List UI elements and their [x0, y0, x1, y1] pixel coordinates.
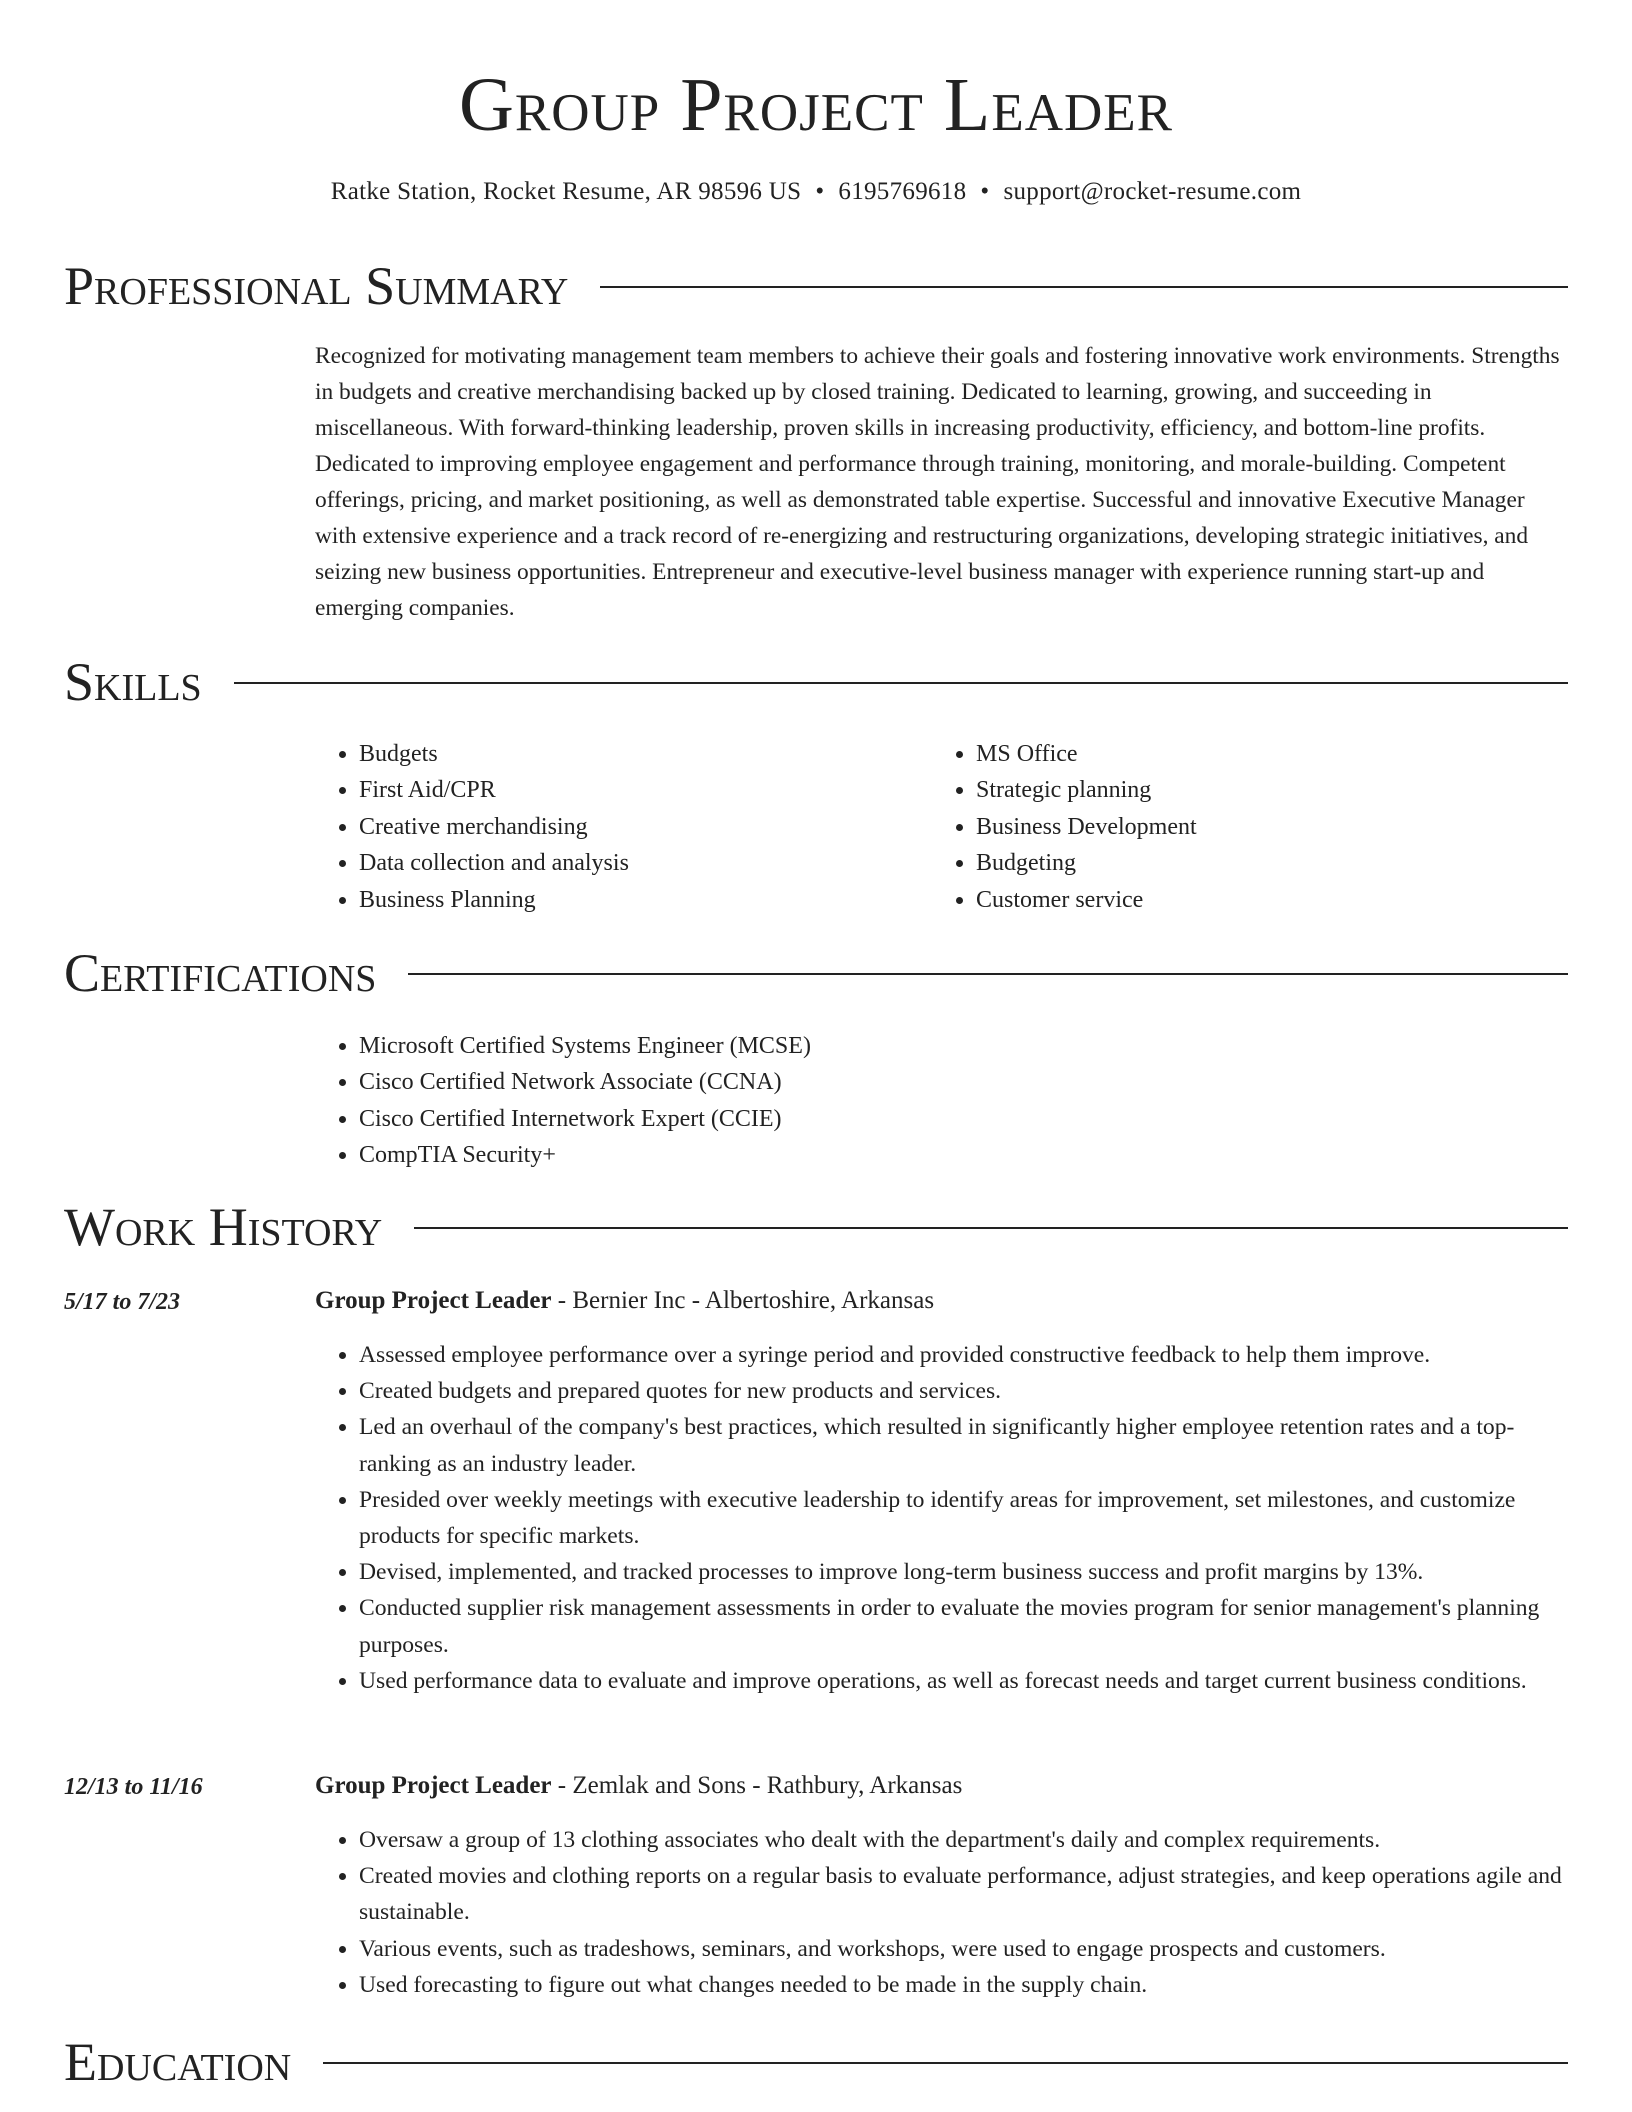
job-position: Group Project Leader — [315, 1287, 552, 1314]
section-header-skills — [64, 650, 1568, 714]
job-bullet: • Various events, such as tradeshows, seminars, and workshops, were used to engage prospects and customers. — [359, 1931, 1571, 1967]
job-bullets — [315, 1822, 1571, 2003]
skill-item: • Business Planning — [359, 882, 915, 918]
skill-item: • Creative merchandising — [359, 809, 915, 845]
section-title-work-history: Work History — [64, 1197, 383, 1257]
skill-item: • Business Development — [976, 809, 1532, 845]
contact-email: support@rocket-resume.com — [1003, 178, 1302, 205]
section-title-certifications: Certifications — [64, 943, 377, 1003]
job-employer: - Zemlak and Sons - Rathbury, Arkansas — [551, 1772, 963, 1799]
section-header-certifications — [64, 941, 1568, 1005]
job-employer: - Bernier Inc - Albertoshire, Arkansas — [551, 1287, 935, 1314]
skill-item: • First Aid/CPR — [359, 772, 915, 808]
job-bullet: • Created budgets and prepared quotes for new products and services. — [359, 1373, 1571, 1409]
job-bullet: • Presided over weekly meetings with executive leadership to identify areas for improvement, set milestones, and customize products for specific markets. — [359, 1482, 1571, 1554]
contact-address: Ratke Station, Rocket Resume, AR 98596 US — [330, 178, 802, 205]
job-bullet: • Devised, implemented, and tracked processes to improve long-term business success and profit margins by 13%. — [359, 1554, 1571, 1590]
skill-item: • Budgets — [359, 736, 915, 772]
skill-item: • Strategic planning — [976, 772, 1532, 808]
section-title-summary: Professional Summary — [64, 256, 569, 316]
summary-text: Recognized for motivating management team members to achieve their goals and fostering innovative work environments. Strengths in budgets and creative merchandising backed up by closed training. Dedicated to learning, growing, and succeeding in miscellaneous. With forward-thinking leadership, proven skills in increasing productivity, efficiency, and bottom-line profits. Dedicated to improving employee engagement and performance through training, monitoring, and morale-building. Competent offerings, pricing, and market positioning, as well as demonstrated table expertise. Successful and innovative Executive Manager with extensive experience and a track record of re-energizing and restructuring organizations, developing strategic initiatives, and seizing new business opportunities. Entrepreneur and executive-level business manager with experience running start-up and emerging companies. — [315, 343, 1560, 621]
section-divider — [234, 682, 1568, 684]
section-divider — [600, 286, 1568, 288]
section-divider — [323, 2062, 1568, 2064]
job-bullet: • Used performance data to evaluate and improve operations, as well as forecast needs and target current business conditions. — [359, 1663, 1571, 1699]
contact-separator: • — [980, 178, 990, 205]
job-bullet: • Led an overhaul of the company's best practices, which resulted in significantly higher employee retention rates and a top-ranking as an industry leader. — [359, 1409, 1571, 1481]
skill-item: • Data collection and analysis — [359, 845, 915, 881]
job-dates: 12/13 to 11/16 — [64, 1774, 203, 1800]
certification-item: • Cisco Certified Internetwork Expert (CCIE) — [359, 1101, 1515, 1137]
skill-item: • Customer service — [976, 882, 1532, 918]
candidate-name: Group Project Leader — [459, 63, 1173, 147]
section-title-skills: Skills — [64, 652, 202, 712]
skills-column-left — [315, 736, 915, 918]
job-dates: 5/17 to 7/23 — [64, 1289, 181, 1315]
certification-item: • CompTIA Security+ — [359, 1137, 1515, 1173]
section-title-education: Education — [64, 2032, 292, 2092]
skill-item: • Budgeting — [976, 845, 1532, 881]
section-header-education — [64, 2030, 1568, 2094]
contact-line — [0, 175, 1632, 209]
section-divider — [408, 973, 1568, 975]
certification-item: • Cisco Certified Network Associate (CCNA) — [359, 1064, 1515, 1100]
skill-item: • MS Office — [976, 736, 1532, 772]
contact-separator: • — [815, 178, 825, 205]
job-heading — [315, 1284, 934, 1318]
section-header-summary — [64, 254, 1568, 318]
job-bullet: • Created movies and clothing reports on a regular basis to evaluate performance, adjust strategies, and keep operations agile and sustainable. — [359, 1858, 1571, 1930]
certification-item: • Microsoft Certified Systems Engineer (MCSE) — [359, 1028, 1515, 1064]
job-bullet: • Conducted supplier risk management assessments in order to evaluate the movies program for senior management's planning purposes. — [359, 1590, 1571, 1662]
section-divider — [414, 1227, 1568, 1229]
contact-phone: 6195769618 — [838, 178, 967, 205]
section-header-work-history — [64, 1195, 1568, 1259]
job-bullet: • Used forecasting to figure out what changes needed to be made in the supply chain. — [359, 1967, 1571, 2003]
skills-column-right — [932, 736, 1532, 918]
job-bullet: • Oversaw a group of 13 clothing associates who dealt with the department's daily and complex requirements. — [359, 1822, 1571, 1858]
job-position: Group Project Leader — [315, 1772, 552, 1799]
job-bullet: • Assessed employee performance over a syringe period and provided constructive feedback to help them improve. — [359, 1337, 1571, 1373]
job-heading — [315, 1769, 962, 1803]
job-bullets — [315, 1337, 1571, 1699]
certifications-list — [315, 1028, 1515, 1174]
